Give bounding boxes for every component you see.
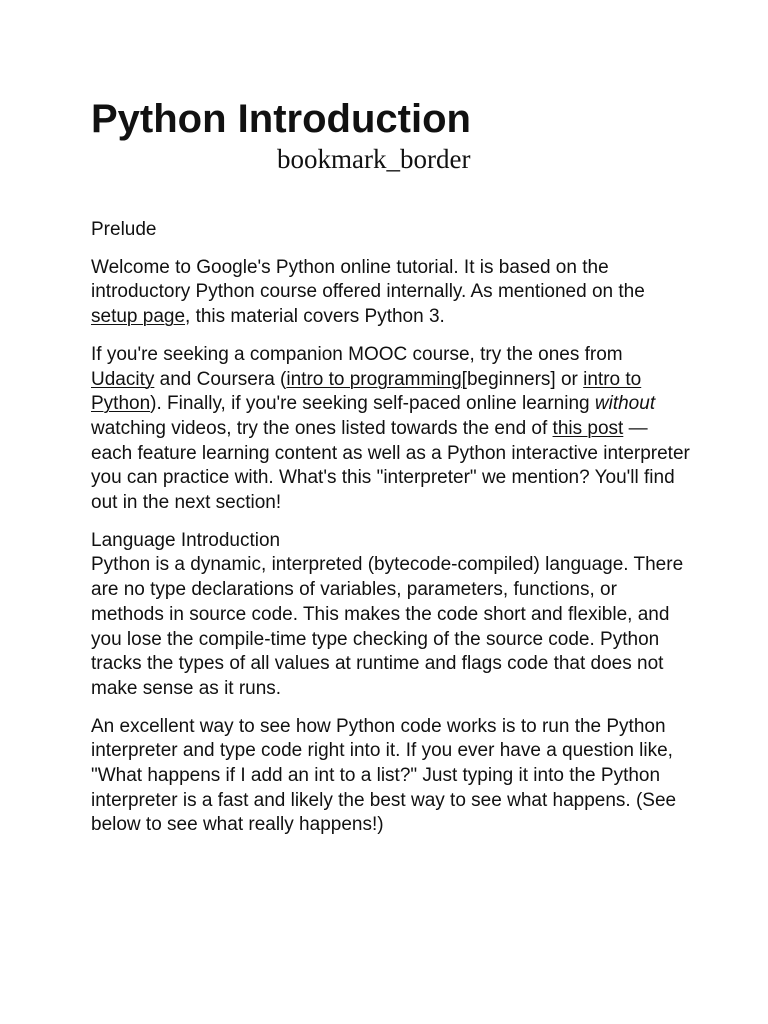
prelude-p2-text-1: If you're seeking a companion MOOC course, try the ones from <box>91 343 623 365</box>
language-intro-heading: Language Introduction <box>91 529 281 551</box>
this-post-link[interactable]: this post <box>552 417 624 439</box>
prelude-p2-text-3: [beginners] or <box>461 368 584 390</box>
setup-page-link[interactable]: setup page <box>91 306 186 328</box>
article-body <box>91 218 691 851</box>
prelude-p2-text-4: ). Finally, if you're seeking self-paced online learning <box>150 393 595 415</box>
language-paragraph-2: An excellent way to see how Python code works is to run the Python interpreter and type code right into it. If you ever have a question like, "What happens if I add an int to a list?" Just typing it into the Python interpreter is a fast and likely the best way to see what happens. (See below to see what really happens!) <box>91 715 677 836</box>
bookmark-icon-text[interactable]: bookmark_border <box>277 144 471 174</box>
prelude-p2-text-6: — each feature learning content as well as a Python interactive interpreter you can practice with. What's this "interpreter" we mention? You'll find out in the next section! <box>91 417 690 514</box>
without-emphasis: without <box>594 393 656 415</box>
prelude-heading: Prelude <box>91 219 157 240</box>
intro-to-programming-link[interactable]: intro to programming <box>286 368 462 390</box>
language-paragraph-1: Python is a dynamic, interpreted (bytecode-compiled) language. There are no type declarations of variables, parameters, functions, or methods in source code. This makes the code short and flexible, and you lose the compile-time type checking of the source code. Python tracks the types of all values at runtime and flags code that does not make sense as it runs. <box>91 554 684 699</box>
udacity-link[interactable]: Udacity <box>91 368 155 390</box>
prelude-p1-text-2: , this material covers Python 3. <box>185 306 445 328</box>
intro-to-python-link[interactable]: intro to Python <box>91 368 642 415</box>
prelude-p2-text-5: watching videos, try the ones listed towards the end of <box>91 417 553 439</box>
prelude-paragraph-2 <box>91 343 691 516</box>
prelude-p1-text-1: Welcome to Google's Python online tutorial. It is based on the introductory Python course offered internally. As mentioned on the <box>91 256 645 303</box>
prelude-paragraph-1 <box>91 256 691 330</box>
prelude-p2-text-2: and Coursera ( <box>154 368 287 390</box>
page-title: Python Introduction <box>91 97 471 141</box>
